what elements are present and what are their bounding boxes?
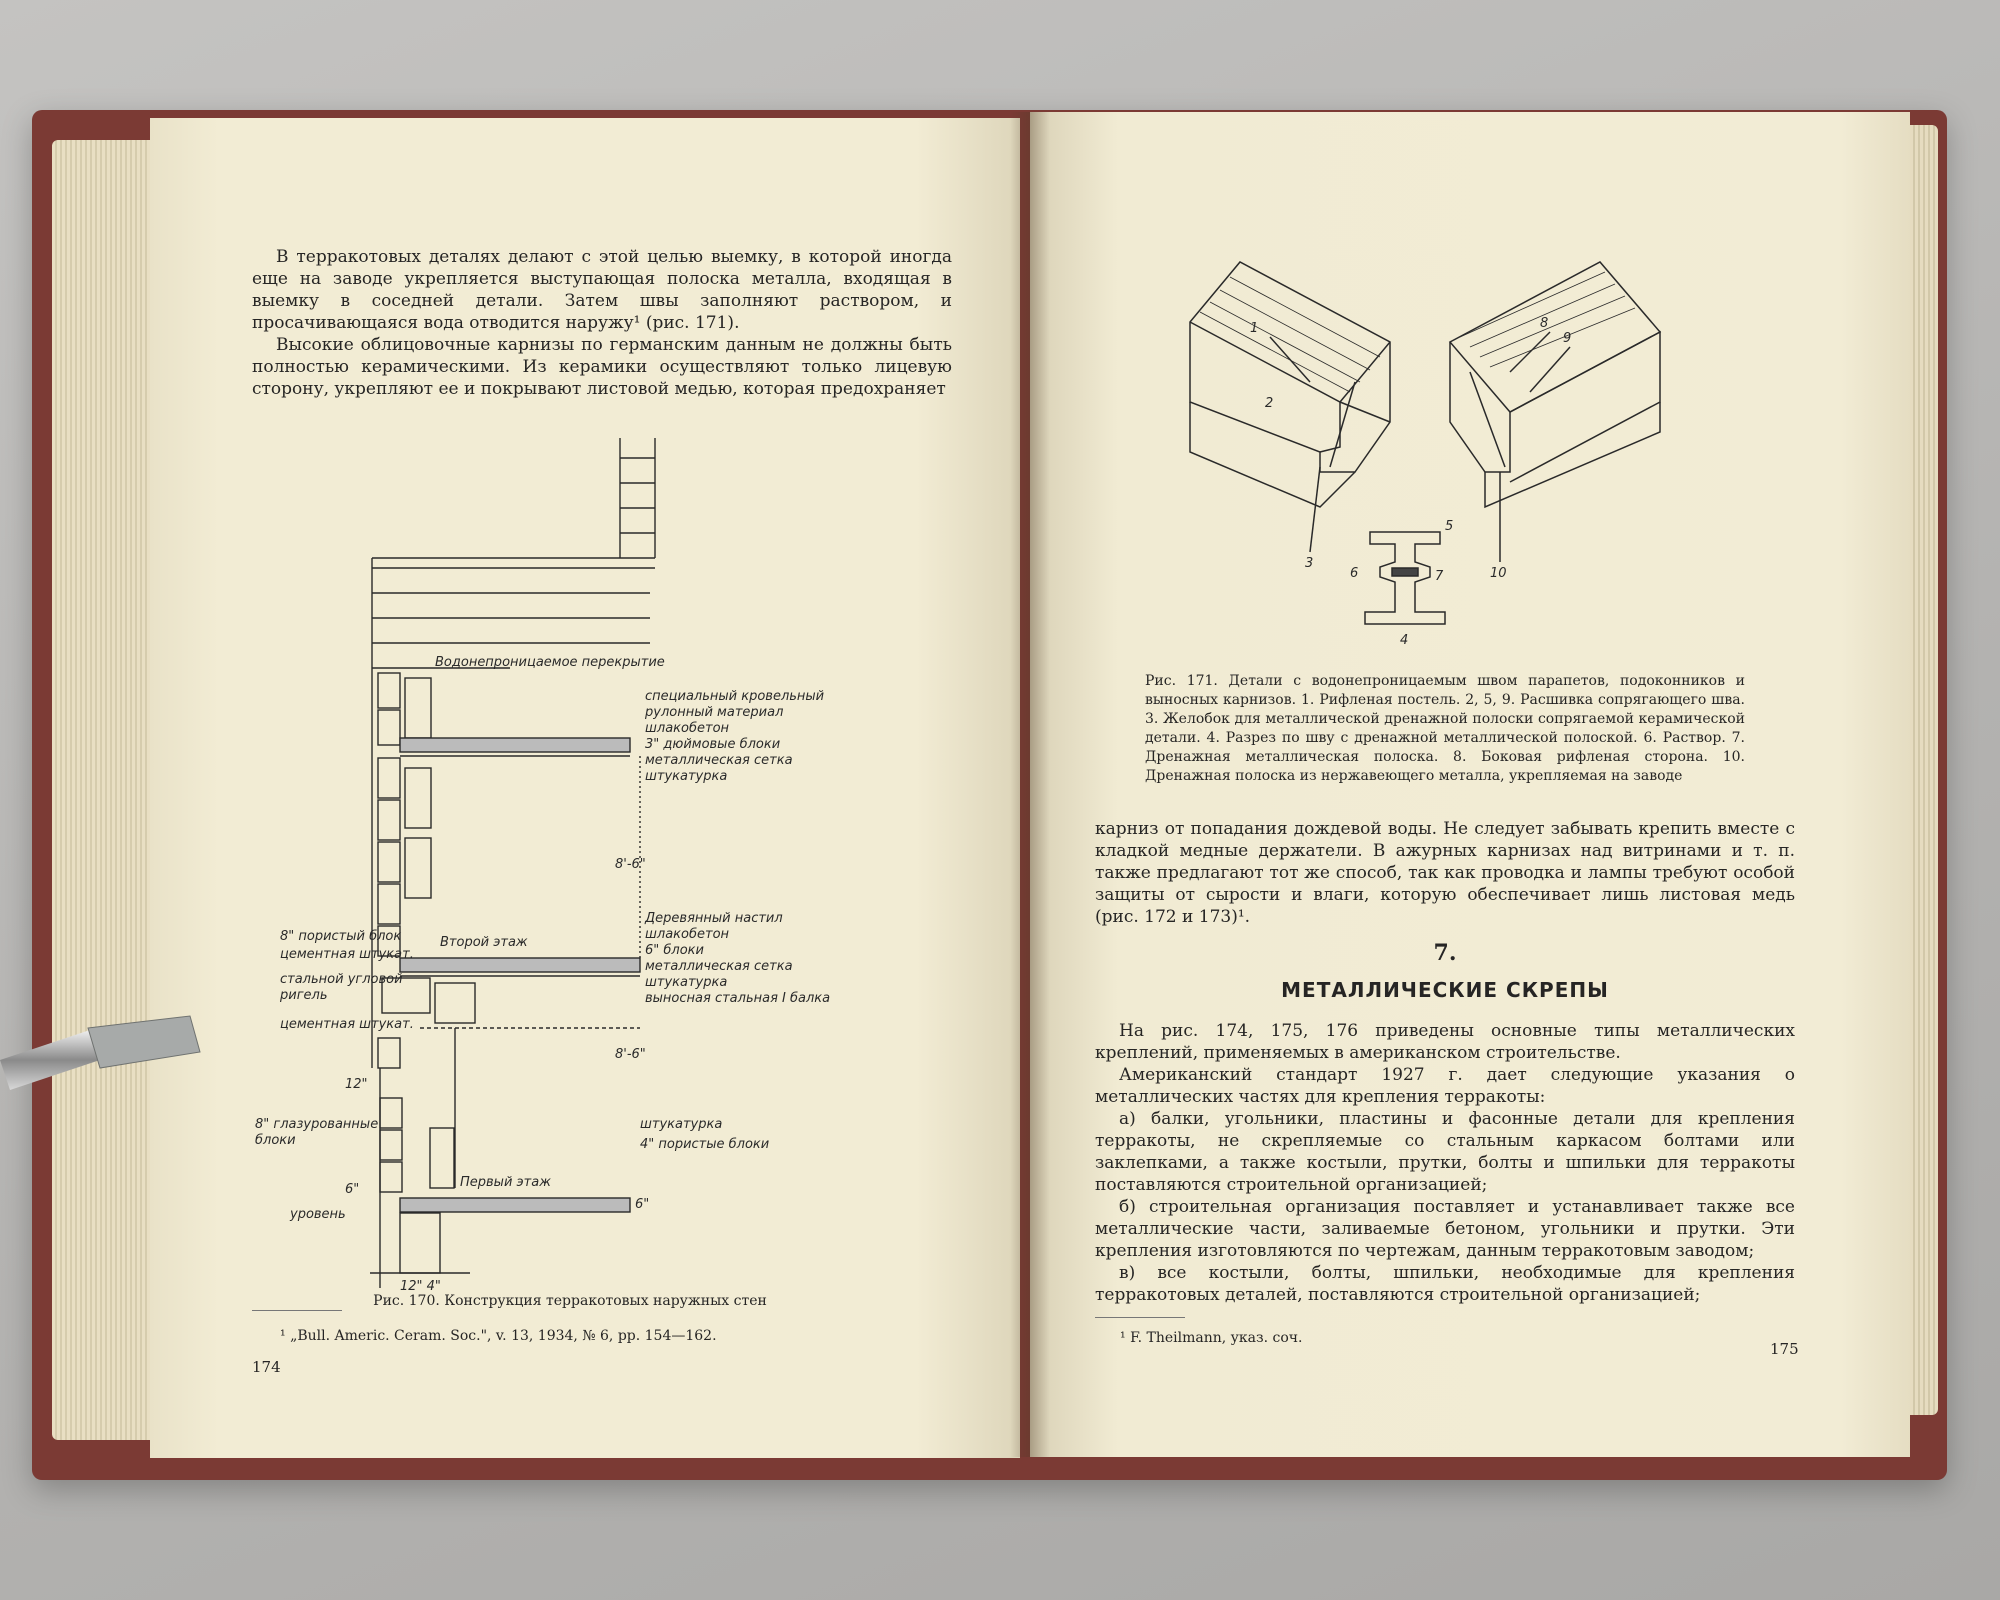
- left-footnote: ¹ „Bull. Americ. Ceram. Soc.", v. 13, 1934, № 6, pp. 154—162.: [280, 1328, 717, 1344]
- label-glazed-2: блоки: [255, 1133, 296, 1148]
- figure-170-caption: Рис. 170. Конструкция терракотовых наружных стен: [373, 1293, 767, 1309]
- label-dim-6: 6": [345, 1182, 360, 1197]
- label-i-beam: выносная стальная I балка: [645, 991, 831, 1006]
- label-steel-angle-2: ригель: [280, 988, 328, 1003]
- label-steel-angle-1: стальной угловой: [280, 972, 403, 987]
- pen-pointer: [0, 1010, 200, 1090]
- label-blocks-3in: 3" дюймовые блоки: [645, 737, 781, 752]
- section-number: 7.: [1433, 940, 1457, 966]
- label-dim-bottom: 12" 4": [400, 1279, 441, 1294]
- fig171-label-3: 3: [1305, 556, 1314, 571]
- left-paragraph-1: В терракотовых деталях делают с этой целью выемку, в которой иногда еще на заводе укрепляется выступающая полоска металла, входящая в выемку в соседней детали. Затем швы заполняют раствором, и просачивающаяся вода отводится наружу¹ (рис. 171).: [252, 247, 952, 333]
- label-metal-mesh-2: металлическая сетка: [645, 959, 793, 974]
- label-porous-block-8: 8" пористый блок: [280, 929, 402, 944]
- right-paragraph-3: Американский стандарт 1927 г. дает следующие указания о металлических частях для крепления терракоты:: [1095, 1065, 1795, 1107]
- list-item-a: а) балки, угольники, пластины и фасонные детали для крепления терракоты, не скрепляемые со стальным каркасом болтами или заклепками, а также костыли, прутки, болты и шпильки для терракоты поставляются строительной организацией;: [1095, 1109, 1795, 1195]
- list-item-b: б) строительная организация поставляет и устанавливает также все металлические части, заливаемые бетоном, угольники и прутки. Эти крепления изготовляются по чертежам, данным терракотовым заводом;: [1095, 1197, 1795, 1261]
- figure-170-wall-section: [280, 438, 910, 1078]
- label-roofing-1: специальный кровельный: [645, 689, 825, 704]
- figure-171-joint-details: [1160, 232, 1720, 652]
- label-roofing-2: рулонный материал: [645, 705, 784, 720]
- label-blocks-6: 6" блоки: [645, 943, 704, 958]
- label-dim-12: 12": [345, 1077, 368, 1092]
- footnote-rule-right: [1095, 1317, 1185, 1318]
- figure-170-lower-section: [250, 1068, 850, 1328]
- label-dim-6b: 6": [635, 1197, 650, 1212]
- label-slag-concrete-2: шлакобетон: [645, 927, 730, 942]
- label-level: уровень: [290, 1207, 346, 1222]
- figure-171-caption: Рис. 171. Детали с водонепроницаемым швом парапетов, подоконников и выносных карнизов. 1. Рифленая постель. 2, 5, 9. Расшивка сопрягающего шва. 3. Желобок для металлической дренажной полоски сопрягаемой керамической детали. 4. Разрез по шву с дренажной металлической полоской. 6. Раствор. 7. Дренажная металлическая полоска. 8. Боковая рифленая сторона. 10. Дренажная полоска из нержавеющего металла, укрепляемая на заводе: [1145, 673, 1745, 784]
- label-waterproof-floor: Водонепроницаемое перекрытие: [435, 655, 665, 670]
- right-page: [1030, 112, 1910, 1457]
- label-plaster: штукатурка: [645, 769, 728, 784]
- section-title: МЕТАЛЛИЧЕСКИЕ СКРЕПЫ: [1281, 978, 1609, 1002]
- label-plaster-2: штукатурка: [645, 975, 728, 990]
- label-height-1: 8'-6": [615, 857, 646, 872]
- right-paragraph-2: На рис. 174, 175, 176 приведены основные типы металлических креплений, применяемых в американском строительстве.: [1095, 1021, 1795, 1063]
- footnote-rule-left: [252, 1310, 342, 1311]
- label-plaster-3: штукатурка: [640, 1117, 723, 1132]
- label-cement-plaster-2: цементная штукат.: [280, 1017, 414, 1032]
- right-footnote: ¹ F. Theilmann, указ. соч.: [1120, 1330, 1303, 1346]
- label-slag-concrete: шлакобетон: [645, 721, 730, 736]
- label-porous-4: 4" пористые блоки: [640, 1137, 770, 1152]
- fig171-label-9: 9: [1563, 331, 1572, 346]
- label-cement-plaster: цементная штукат.: [280, 947, 414, 962]
- fig171-label-7: 7: [1435, 569, 1444, 584]
- book-gutter: [1010, 112, 1050, 1457]
- label-wood-deck: Деревянный настил: [645, 911, 783, 926]
- label-metal-mesh: металлическая сетка: [645, 753, 793, 768]
- fig171-label-5: 5: [1445, 519, 1454, 534]
- label-height-2: 8'-6": [615, 1047, 646, 1062]
- label-second-floor: Второй этаж: [440, 935, 528, 950]
- left-page-number: 174: [252, 1358, 281, 1376]
- left-page: [150, 118, 1020, 1458]
- list-item-c: в) все костыли, болты, шпильки, необходимые для крепления терракотовых деталей, поставляются строительной организацией;: [1095, 1263, 1795, 1305]
- fig171-label-2: 2: [1265, 396, 1274, 411]
- fig171-label-6: 6: [1350, 566, 1359, 581]
- label-glazed-1: 8" глазурованные: [255, 1117, 379, 1132]
- label-first-floor: Первый этаж: [460, 1175, 551, 1190]
- right-paragraph-1: карниз от попадания дождевой воды. Не следует забывать крепить вместе с кладкой медные держатели. В ажурных карнизах над витринами и т. п. также предлагают тот же способ, так как проводка и лампы требуют особой защиты от сырости и влаги, которую обеспечивает лишь листовая медь (рис. 172 и 173)¹.: [1095, 819, 1795, 927]
- fig171-label-4: 4: [1400, 633, 1409, 648]
- fig171-label-10: 10: [1490, 566, 1507, 581]
- left-paragraph-2: Высокие облицовочные карнизы по германским данным не должны быть полностью керамическими. Из керамики осуществляют только лицевую сторону, укрепляют ее и покрывают листовой медью, которая предохраняет: [252, 335, 952, 399]
- fig171-label-1: 1: [1250, 321, 1259, 336]
- fig171-label-8: 8: [1540, 316, 1549, 331]
- right-page-number: 175: [1770, 1340, 1799, 1358]
